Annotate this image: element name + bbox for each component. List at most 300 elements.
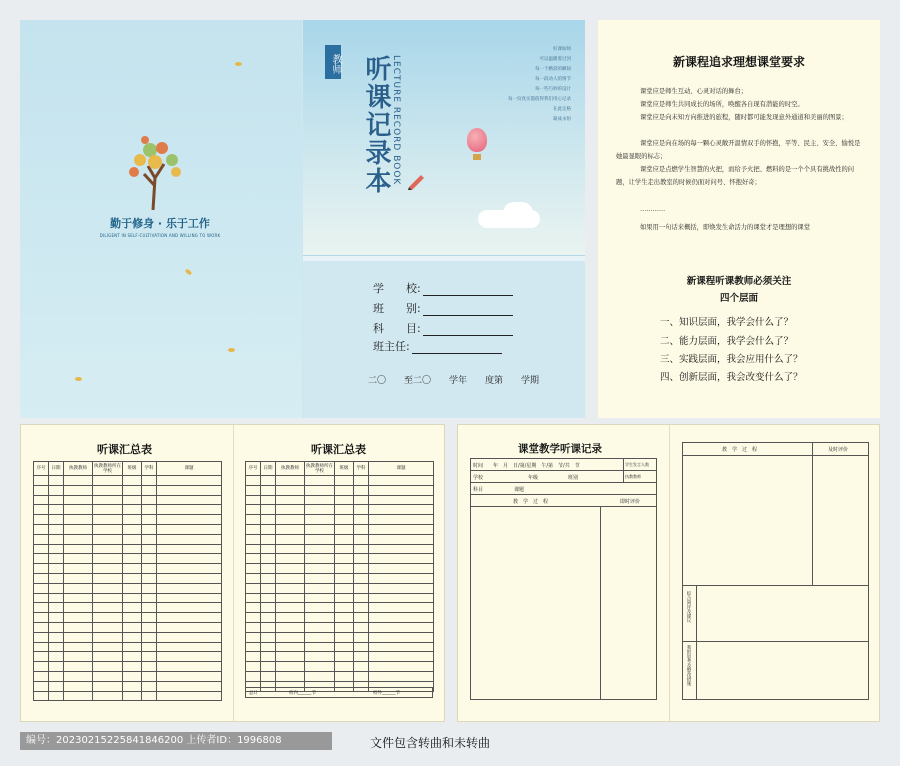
table-cell[interactable] xyxy=(335,603,354,613)
table-cell[interactable] xyxy=(34,652,49,662)
table-cell[interactable] xyxy=(305,632,335,642)
table-cell[interactable] xyxy=(157,613,222,623)
table-cell[interactable] xyxy=(34,534,49,544)
table-cell[interactable] xyxy=(261,573,276,583)
table-cell[interactable] xyxy=(157,476,222,486)
table-cell[interactable] xyxy=(93,495,123,505)
table-cell[interactable] xyxy=(246,544,261,554)
table-cell[interactable] xyxy=(305,534,335,544)
table-cell[interactable] xyxy=(369,485,434,495)
table-cell[interactable] xyxy=(34,593,49,603)
table-cell[interactable] xyxy=(354,613,369,623)
table-cell[interactable] xyxy=(64,564,93,574)
table-cell[interactable] xyxy=(64,534,93,544)
table-cell[interactable] xyxy=(123,622,142,632)
table-cell[interactable] xyxy=(305,485,335,495)
table-cell[interactable] xyxy=(34,485,49,495)
table-cell[interactable] xyxy=(354,583,369,593)
table-cell[interactable] xyxy=(261,505,276,515)
table-cell[interactable] xyxy=(261,564,276,574)
table-cell[interactable] xyxy=(34,476,49,486)
table-cell[interactable] xyxy=(64,603,93,613)
table-cell[interactable] xyxy=(64,662,93,672)
table-cell[interactable] xyxy=(261,515,276,525)
table-cell[interactable] xyxy=(305,613,335,623)
table-cell[interactable] xyxy=(305,476,335,486)
table-cell[interactable] xyxy=(157,671,222,681)
table-cell[interactable] xyxy=(157,642,222,652)
table-cell[interactable] xyxy=(64,632,93,642)
field-subject[interactable]: 科 目: xyxy=(373,320,513,336)
table-cell[interactable] xyxy=(276,622,305,632)
table-cell[interactable] xyxy=(276,476,305,486)
table-cell[interactable] xyxy=(49,495,64,505)
table-cell[interactable] xyxy=(49,622,64,632)
table-cell[interactable] xyxy=(142,524,157,534)
table-cell[interactable] xyxy=(93,485,123,495)
table-cell[interactable] xyxy=(142,505,157,515)
table-cell[interactable] xyxy=(142,613,157,623)
table-cell[interactable] xyxy=(142,642,157,652)
table-cell[interactable] xyxy=(93,534,123,544)
table-cell[interactable] xyxy=(261,642,276,652)
table-cell[interactable] xyxy=(246,573,261,583)
table-cell[interactable] xyxy=(93,681,123,691)
table-cell[interactable] xyxy=(276,544,305,554)
table-cell[interactable] xyxy=(305,583,335,593)
table-cell[interactable] xyxy=(64,505,93,515)
table-cell[interactable] xyxy=(246,603,261,613)
table-cell[interactable] xyxy=(261,476,276,486)
table-cell[interactable] xyxy=(354,573,369,583)
table-cell[interactable] xyxy=(157,495,222,505)
table-cell[interactable] xyxy=(276,583,305,593)
table-cell[interactable] xyxy=(142,593,157,603)
table-cell[interactable] xyxy=(93,603,123,613)
table-cell[interactable] xyxy=(142,495,157,505)
table-cell[interactable] xyxy=(157,515,222,525)
table-cell[interactable] xyxy=(305,622,335,632)
table-cell[interactable] xyxy=(123,603,142,613)
table-cell[interactable] xyxy=(276,495,305,505)
table-cell[interactable] xyxy=(123,573,142,583)
table-cell[interactable] xyxy=(49,662,64,672)
table-cell[interactable] xyxy=(335,593,354,603)
table-cell[interactable] xyxy=(123,613,142,623)
table-cell[interactable] xyxy=(34,671,49,681)
table-cell[interactable] xyxy=(93,622,123,632)
table-cell[interactable] xyxy=(34,544,49,554)
table-cell[interactable] xyxy=(369,573,434,583)
table-cell[interactable] xyxy=(246,524,261,534)
table-cell[interactable] xyxy=(142,652,157,662)
table-cell[interactable] xyxy=(93,652,123,662)
table-cell[interactable] xyxy=(305,515,335,525)
table-cell[interactable] xyxy=(49,613,64,623)
table-cell[interactable] xyxy=(246,593,261,603)
table-cell[interactable] xyxy=(49,671,64,681)
table-cell[interactable] xyxy=(123,662,142,672)
table-cell[interactable] xyxy=(261,632,276,642)
table-cell[interactable] xyxy=(369,622,434,632)
table-cell[interactable] xyxy=(64,554,93,564)
table-cell[interactable] xyxy=(142,691,157,701)
table-cell[interactable] xyxy=(305,593,335,603)
table-cell[interactable] xyxy=(123,593,142,603)
table-cell[interactable] xyxy=(49,652,64,662)
table-cell[interactable] xyxy=(335,613,354,623)
table-cell[interactable] xyxy=(157,505,222,515)
table-cell[interactable] xyxy=(354,593,369,603)
table-cell[interactable] xyxy=(335,495,354,505)
table-cell[interactable] xyxy=(157,554,222,564)
table-cell[interactable] xyxy=(123,495,142,505)
table-cell[interactable] xyxy=(246,476,261,486)
table-cell[interactable] xyxy=(335,534,354,544)
table-cell[interactable] xyxy=(276,652,305,662)
table-cell[interactable] xyxy=(369,671,434,681)
table-cell[interactable] xyxy=(276,642,305,652)
table-cell[interactable] xyxy=(261,534,276,544)
table-cell[interactable] xyxy=(34,583,49,593)
table-cell[interactable] xyxy=(157,573,222,583)
table-cell[interactable] xyxy=(93,505,123,515)
table-cell[interactable] xyxy=(34,495,49,505)
table-cell[interactable] xyxy=(49,681,64,691)
table-cell[interactable] xyxy=(354,554,369,564)
table-cell[interactable] xyxy=(157,583,222,593)
table-cell[interactable] xyxy=(157,593,222,603)
table-cell[interactable] xyxy=(335,662,354,672)
table-cell[interactable] xyxy=(123,652,142,662)
table-cell[interactable] xyxy=(142,662,157,672)
table-cell[interactable] xyxy=(276,534,305,544)
table-cell[interactable] xyxy=(93,613,123,623)
table-cell[interactable] xyxy=(64,652,93,662)
table-cell[interactable] xyxy=(305,603,335,613)
table-cell[interactable] xyxy=(93,554,123,564)
table-cell[interactable] xyxy=(123,564,142,574)
table-cell[interactable] xyxy=(276,485,305,495)
table-cell[interactable] xyxy=(93,544,123,554)
table-cell[interactable] xyxy=(93,642,123,652)
table-cell[interactable] xyxy=(142,564,157,574)
table-cell[interactable] xyxy=(34,515,49,525)
table-cell[interactable] xyxy=(34,681,49,691)
table-cell[interactable] xyxy=(157,632,222,642)
table-cell[interactable] xyxy=(93,662,123,672)
table-cell[interactable] xyxy=(123,505,142,515)
table-cell[interactable] xyxy=(93,691,123,701)
table-cell[interactable] xyxy=(142,603,157,613)
table-cell[interactable] xyxy=(335,622,354,632)
table-cell[interactable] xyxy=(335,583,354,593)
table-cell[interactable] xyxy=(335,505,354,515)
table-cell[interactable] xyxy=(246,505,261,515)
table-cell[interactable] xyxy=(354,524,369,534)
table-cell[interactable] xyxy=(276,505,305,515)
table-cell[interactable] xyxy=(49,632,64,642)
table-cell[interactable] xyxy=(246,534,261,544)
table-cell[interactable] xyxy=(335,485,354,495)
table-cell[interactable] xyxy=(246,632,261,642)
table-cell[interactable] xyxy=(305,524,335,534)
table-cell[interactable] xyxy=(276,593,305,603)
table-cell[interactable] xyxy=(123,515,142,525)
table-cell[interactable] xyxy=(246,642,261,652)
table-cell[interactable] xyxy=(261,652,276,662)
table-cell[interactable] xyxy=(276,632,305,642)
table-cell[interactable] xyxy=(64,681,93,691)
table-cell[interactable] xyxy=(93,564,123,574)
table-cell[interactable] xyxy=(305,495,335,505)
table-cell[interactable] xyxy=(64,622,93,632)
table-cell[interactable] xyxy=(123,544,142,554)
table-cell[interactable] xyxy=(354,603,369,613)
table-cell[interactable] xyxy=(246,515,261,525)
table-cell[interactable] xyxy=(246,622,261,632)
table-cell[interactable] xyxy=(142,622,157,632)
table-cell[interactable] xyxy=(34,603,49,613)
table-cell[interactable] xyxy=(49,603,64,613)
table-cell[interactable] xyxy=(335,564,354,574)
table-cell[interactable] xyxy=(335,524,354,534)
table-cell[interactable] xyxy=(354,642,369,652)
table-cell[interactable] xyxy=(305,573,335,583)
table-cell[interactable] xyxy=(354,662,369,672)
table-cell[interactable] xyxy=(276,515,305,525)
table-cell[interactable] xyxy=(354,622,369,632)
table-cell[interactable] xyxy=(64,485,93,495)
table-cell[interactable] xyxy=(369,593,434,603)
table-cell[interactable] xyxy=(157,603,222,613)
table-cell[interactable] xyxy=(276,573,305,583)
table-cell[interactable] xyxy=(142,544,157,554)
table-cell[interactable] xyxy=(305,652,335,662)
table-cell[interactable] xyxy=(246,495,261,505)
table-cell[interactable] xyxy=(49,515,64,525)
table-cell[interactable] xyxy=(369,554,434,564)
table-cell[interactable] xyxy=(354,505,369,515)
table-cell[interactable] xyxy=(246,652,261,662)
table-cell[interactable] xyxy=(64,671,93,681)
table-cell[interactable] xyxy=(261,662,276,672)
table-cell[interactable] xyxy=(369,613,434,623)
table-cell[interactable] xyxy=(123,554,142,564)
table-cell[interactable] xyxy=(49,642,64,652)
table-cell[interactable] xyxy=(34,632,49,642)
table-cell[interactable] xyxy=(157,691,222,701)
table-cell[interactable] xyxy=(246,613,261,623)
table-cell[interactable] xyxy=(64,495,93,505)
table-cell[interactable] xyxy=(157,652,222,662)
table-cell[interactable] xyxy=(335,544,354,554)
table-cell[interactable] xyxy=(369,515,434,525)
table-cell[interactable] xyxy=(261,622,276,632)
table-cell[interactable] xyxy=(369,476,434,486)
table-cell[interactable] xyxy=(49,573,64,583)
table-cell[interactable] xyxy=(123,642,142,652)
table-cell[interactable] xyxy=(93,671,123,681)
table-cell[interactable] xyxy=(34,505,49,515)
table-cell[interactable] xyxy=(34,573,49,583)
field-head-teacher[interactable]: 班主任: xyxy=(373,338,502,354)
table-cell[interactable] xyxy=(305,662,335,672)
table-cell[interactable] xyxy=(34,691,49,701)
table-cell[interactable] xyxy=(64,613,93,623)
table-cell[interactable] xyxy=(123,583,142,593)
table-cell[interactable] xyxy=(335,652,354,662)
table-cell[interactable] xyxy=(305,564,335,574)
table-cell[interactable] xyxy=(49,524,64,534)
table-cell[interactable] xyxy=(157,534,222,544)
table-cell[interactable] xyxy=(123,671,142,681)
table-cell[interactable] xyxy=(142,681,157,691)
table-cell[interactable] xyxy=(369,544,434,554)
table-cell[interactable] xyxy=(49,544,64,554)
table-cell[interactable] xyxy=(369,632,434,642)
table-cell[interactable] xyxy=(276,564,305,574)
table-cell[interactable] xyxy=(34,554,49,564)
table-cell[interactable] xyxy=(34,524,49,534)
table-cell[interactable] xyxy=(305,671,335,681)
table-cell[interactable] xyxy=(354,534,369,544)
table-cell[interactable] xyxy=(142,671,157,681)
table-cell[interactable] xyxy=(64,593,93,603)
table-cell[interactable] xyxy=(276,613,305,623)
table-cell[interactable] xyxy=(123,485,142,495)
table-cell[interactable] xyxy=(369,662,434,672)
table-cell[interactable] xyxy=(34,662,49,672)
table-cell[interactable] xyxy=(123,681,142,691)
table-cell[interactable] xyxy=(335,554,354,564)
table-cell[interactable] xyxy=(93,524,123,534)
table-cell[interactable] xyxy=(49,564,64,574)
table-cell[interactable] xyxy=(354,652,369,662)
table-cell[interactable] xyxy=(276,524,305,534)
table-cell[interactable] xyxy=(261,593,276,603)
table-cell[interactable] xyxy=(64,691,93,701)
table-cell[interactable] xyxy=(261,544,276,554)
table-cell[interactable] xyxy=(369,505,434,515)
table-cell[interactable] xyxy=(246,554,261,564)
table-cell[interactable] xyxy=(246,662,261,672)
table-cell[interactable] xyxy=(354,564,369,574)
table-cell[interactable] xyxy=(276,603,305,613)
table-cell[interactable] xyxy=(123,476,142,486)
table-cell[interactable] xyxy=(93,476,123,486)
table-cell[interactable] xyxy=(123,524,142,534)
table-cell[interactable] xyxy=(369,534,434,544)
table-cell[interactable] xyxy=(335,515,354,525)
table-cell[interactable] xyxy=(261,524,276,534)
table-cell[interactable] xyxy=(157,485,222,495)
table-cell[interactable] xyxy=(49,583,64,593)
table-cell[interactable] xyxy=(354,671,369,681)
field-school[interactable]: 学 校: xyxy=(373,280,513,296)
table-cell[interactable] xyxy=(49,554,64,564)
table-cell[interactable] xyxy=(142,632,157,642)
table-cell[interactable] xyxy=(64,515,93,525)
table-cell[interactable] xyxy=(49,485,64,495)
table-cell[interactable] xyxy=(335,476,354,486)
table-cell[interactable] xyxy=(369,495,434,505)
table-cell[interactable] xyxy=(369,564,434,574)
table-cell[interactable] xyxy=(369,642,434,652)
table-cell[interactable] xyxy=(246,671,261,681)
table-cell[interactable] xyxy=(64,573,93,583)
table-cell[interactable] xyxy=(157,662,222,672)
table-cell[interactable] xyxy=(34,622,49,632)
table-cell[interactable] xyxy=(93,515,123,525)
table-cell[interactable] xyxy=(157,681,222,691)
table-cell[interactable] xyxy=(369,652,434,662)
table-cell[interactable] xyxy=(335,642,354,652)
table-cell[interactable] xyxy=(142,554,157,564)
table-cell[interactable] xyxy=(142,534,157,544)
table-cell[interactable] xyxy=(93,583,123,593)
table-cell[interactable] xyxy=(246,583,261,593)
table-cell[interactable] xyxy=(305,642,335,652)
field-class[interactable]: 班 别: xyxy=(373,300,513,316)
table-cell[interactable] xyxy=(305,544,335,554)
table-cell[interactable] xyxy=(261,583,276,593)
table-cell[interactable] xyxy=(123,632,142,642)
table-cell[interactable] xyxy=(261,495,276,505)
table-cell[interactable] xyxy=(261,554,276,564)
table-cell[interactable] xyxy=(305,505,335,515)
table-cell[interactable] xyxy=(49,476,64,486)
table-cell[interactable] xyxy=(157,564,222,574)
table-cell[interactable] xyxy=(335,632,354,642)
table-cell[interactable] xyxy=(49,691,64,701)
table-cell[interactable] xyxy=(354,476,369,486)
table-cell[interactable] xyxy=(64,476,93,486)
table-cell[interactable] xyxy=(354,632,369,642)
table-cell[interactable] xyxy=(335,573,354,583)
table-cell[interactable] xyxy=(64,524,93,534)
table-cell[interactable] xyxy=(246,485,261,495)
table-cell[interactable] xyxy=(93,573,123,583)
table-cell[interactable] xyxy=(354,515,369,525)
table-cell[interactable] xyxy=(93,632,123,642)
table-cell[interactable] xyxy=(34,613,49,623)
table-cell[interactable] xyxy=(142,573,157,583)
table-cell[interactable] xyxy=(157,524,222,534)
table-cell[interactable] xyxy=(369,583,434,593)
table-cell[interactable] xyxy=(64,583,93,593)
table-cell[interactable] xyxy=(261,671,276,681)
table-cell[interactable] xyxy=(157,544,222,554)
table-cell[interactable] xyxy=(157,622,222,632)
table-cell[interactable] xyxy=(261,485,276,495)
table-cell[interactable] xyxy=(64,642,93,652)
table-cell[interactable] xyxy=(34,642,49,652)
table-cell[interactable] xyxy=(335,671,354,681)
table-cell[interactable] xyxy=(49,505,64,515)
table-cell[interactable] xyxy=(369,603,434,613)
table-cell[interactable] xyxy=(276,554,305,564)
table-cell[interactable] xyxy=(142,485,157,495)
table-cell[interactable] xyxy=(49,593,64,603)
table-cell[interactable] xyxy=(246,564,261,574)
table-cell[interactable] xyxy=(142,583,157,593)
table-cell[interactable] xyxy=(142,476,157,486)
table-cell[interactable] xyxy=(276,671,305,681)
table-cell[interactable] xyxy=(276,662,305,672)
table-cell[interactable] xyxy=(64,544,93,554)
table-cell[interactable] xyxy=(354,495,369,505)
